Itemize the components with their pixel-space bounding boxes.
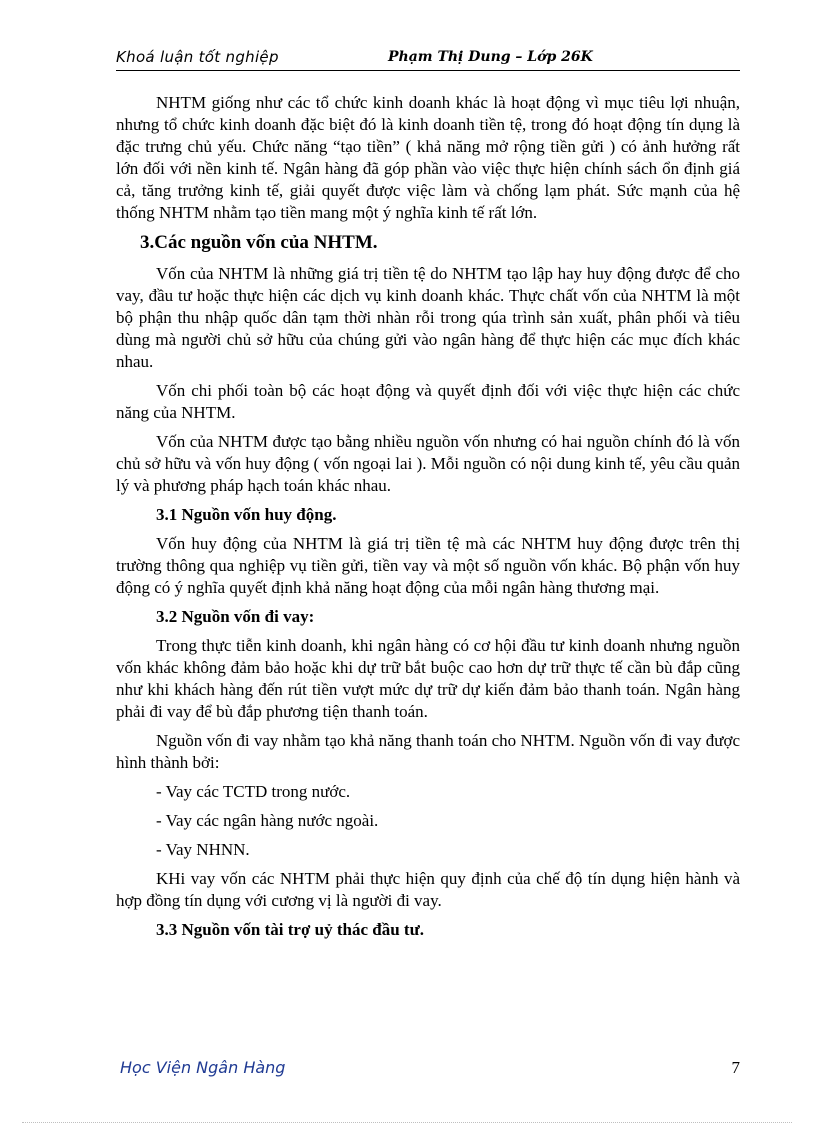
list-item: - Vay các TCTD trong nước. [156,782,351,801]
paragraph: Vốn huy động của NHTM là giá trị tiền tệ mà các NHTM huy động được trên thị trường thông qua nghiệp vụ tiền gửi, tiền vay và một số nguồn vốn khác. Bộ phận vốn huy động có ý nghĩa quyết định khả năng hoạt động của mỗi ngân hàng thương mại. [116,534,740,597]
paragraph: Vốn chi phối toàn bộ các hoạt động và quyết định đối với việc thực hiện các chức năng của NHTM. [116,381,740,422]
paragraph: KHi vay vốn các NHTM phải thực hiện quy định của chế độ tín dụng hiện hành và hợp đồng tín dụng với cương vị là người đi vay. [116,869,740,910]
section-heading: 3.Các nguồn vốn của NHTM. [140,232,378,253]
paragraph: Nguồn vốn đi vay nhằm tạo khả năng thanh toán cho NHTM. Nguồn vốn đi vay được hình thành bởi: [116,731,740,772]
subsection-heading: 3.3 Nguồn vốn tài trợ uỷ thác đầu tư. [156,920,425,939]
header-author: Phạm Thị Dung – Lớp 26K [388,49,593,65]
paragraph: Vốn của NHTM được tạo bằng nhiều nguồn vốn nhưng có hai nguồn chính đó là vốn chủ sở hữu và vốn huy động ( vốn ngoại lai ). Mỗi nguồn có nội dung kinh tế, yêu cầu quản lý và phương pháp hạch toán khác nhau. [116,432,740,495]
list-item: - Vay NHNN. [156,840,250,859]
subsection-heading: 3.1 Nguồn vốn huy động. [156,505,337,524]
header-title: Khoá luận tốt nghiệp [116,48,279,66]
page-footer [116,1058,740,1082]
page-header [116,48,740,71]
paragraph: NHTM giống như các tổ chức kinh doanh khác là hoạt động vì mục tiêu lợi nhuận, nhưng tổ chức kinh doanh đặc biệt đó là kinh doanh tiền tệ, trong đó hoạt động tín dụng là đặc trưng chủ yếu. Chức năng “tạo tiền” ( khả năng mở rộng tiền gửi ) có ảnh hưởng rất lớn đối với nền kinh tế. Ngân hàng đã góp phần vào việc thực hiện chính sách ổn định giá cả, tăng trưởng kinh tế, giải quyết được việc làm và chống lạm phát. Sức mạnh của hệ thống NHTM nhằm tạo tiền mang một ý nghĩa kinh tế rất lớn. [116,93,740,222]
list-item: - Vay các ngân hàng nước ngoài. [156,811,379,830]
footer-institution: Học Viện Ngân Hàng [120,1058,286,1077]
subsection-heading: 3.2 Nguồn vốn đi vay: [156,607,315,626]
page-number: 7 [731,1058,740,1077]
document-body [116,92,740,948]
paragraph: Vốn của NHTM là những giá trị tiền tệ do NHTM tạo lập hay huy động được để cho vay, đầu tư hoặc thực hiện các dịch vụ kinh doanh khác. Thực chất vốn của NHTM là một bộ phận thu nhập quốc dân tạm thời nhàn rỗi trong qúa trình sản xuất, phân phối và tiêu dùng mà người chủ sở hữu của chúng gửi vào ngân hàng để thực hiện các mục đích khác nhau. [116,264,740,371]
paragraph: Trong thực tiễn kinh doanh, khi ngân hàng có cơ hội đầu tư kinh doanh nhưng nguồn vốn khác không đảm bảo hoặc khi dự trữ bắt buộc cao hơn dự trữ thực tế cần bù đắp cũng như khi khách hàng đến rút tiền vượt mức dự trữ dự kiến đảm bảo thanh toán. Ngân hàng phải đi vay để bù đắp phương tiện thanh toán. [116,636,740,721]
